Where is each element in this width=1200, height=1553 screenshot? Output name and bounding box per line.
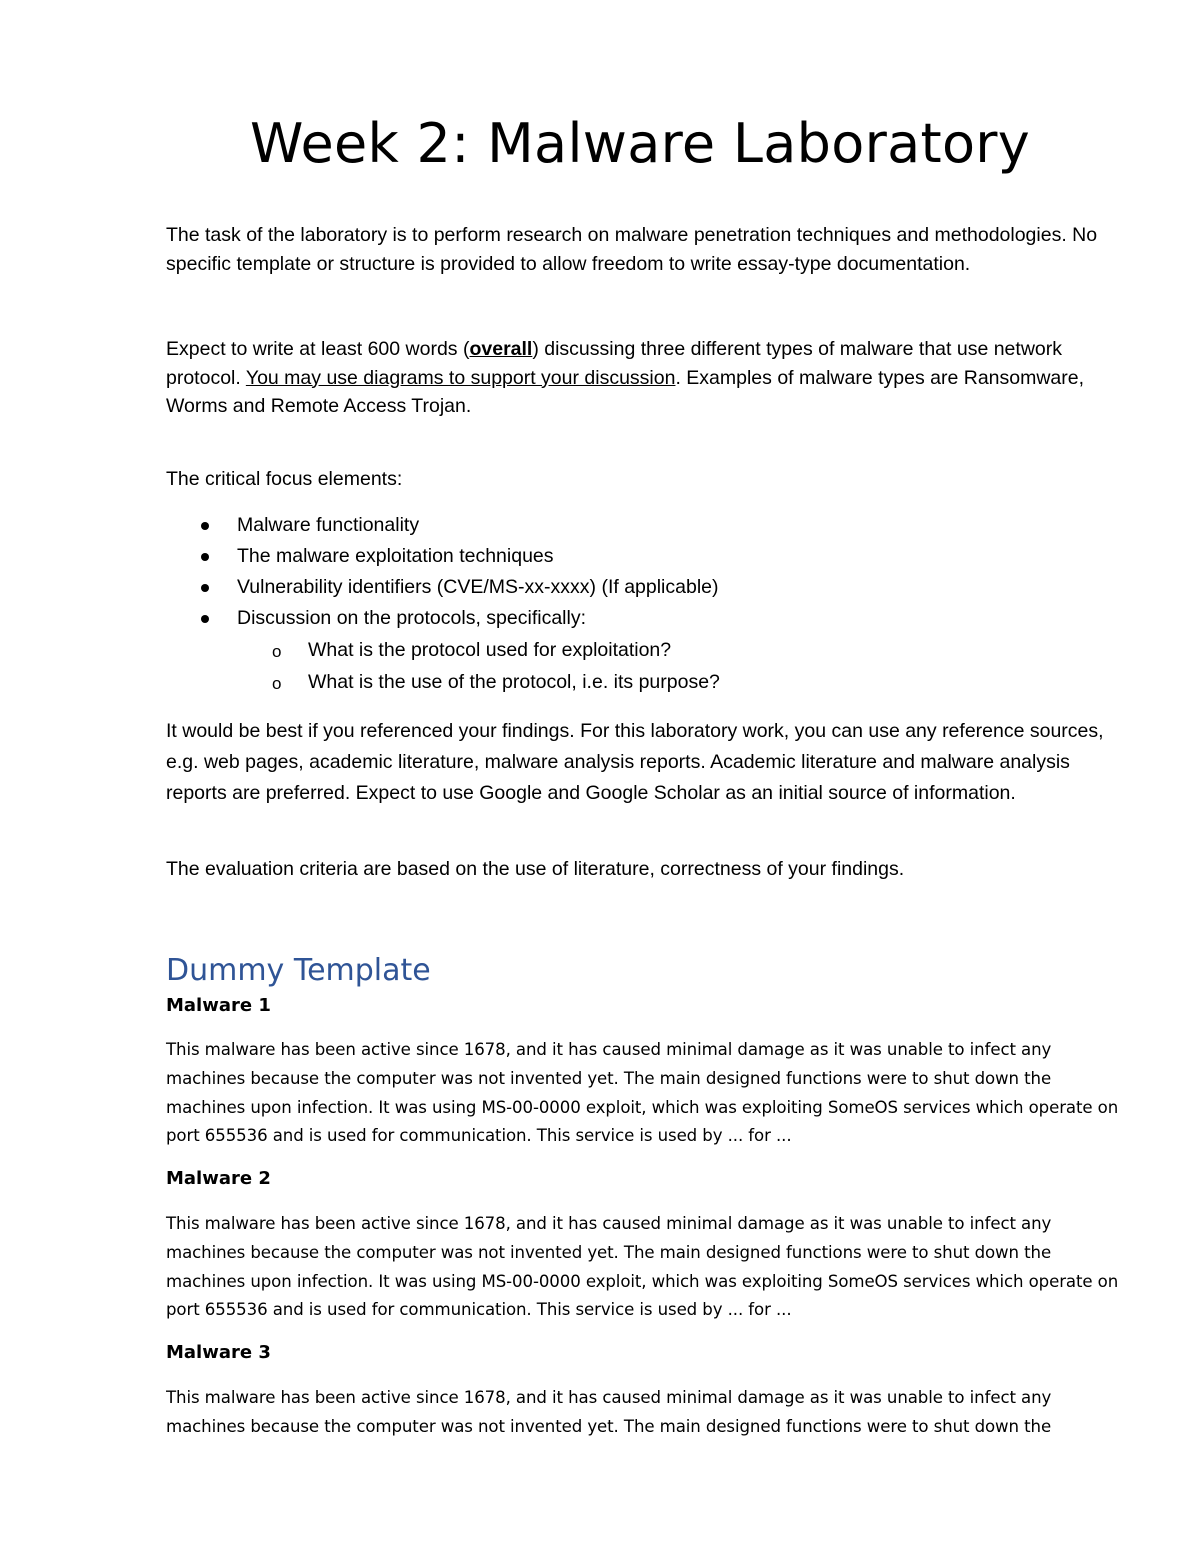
list-item — [166, 572, 1116, 603]
sub-list-item-label: What is the use of the protocol, i.e. its purpose? — [308, 671, 720, 693]
list-item — [166, 603, 1116, 698]
focus-list — [166, 510, 1116, 698]
template-heading: Dummy Template — [166, 953, 431, 988]
page-title: Week 2: Malware Laboratory — [249, 112, 1031, 175]
bullet-icon — [201, 584, 209, 592]
bullet-icon — [201, 615, 209, 623]
overall-emphasis: overall — [469, 338, 533, 360]
malware-3-heading: Malware 3 — [166, 1342, 271, 1363]
bullet-icon — [201, 553, 209, 561]
expect-text-c: . Examples of malware types are Ransomware, Worms and Remote Access Trojan. — [166, 366, 1085, 417]
expect-text-b: ) discussing three different types of malware that use network protocol. — [166, 338, 1062, 389]
focus-heading: The critical focus elements: — [166, 468, 403, 490]
list-item-label: Malware functionality — [237, 514, 420, 536]
circle-bullet-icon: o — [272, 642, 282, 661]
bullet-icon — [201, 522, 209, 530]
references-paragraph: It would be best if you referenced your findings. For this laboratory work, you can use any reference sources, e.g. web pages, academic literature, malware analysis reports. Academic literature and malware analysis reports are preferred. Expect to use Google and Google Scholar as an initial source of information. — [166, 720, 1104, 804]
intro-paragraph: The task of the laboratory is to perform research on malware penetration techniques and methodologies. No specific template or structure is provided to allow freedom to write essay-type documentation. — [166, 224, 1098, 275]
expect-paragraph — [166, 335, 1116, 421]
evaluation-paragraph: The evaluation criteria are based on the use of literature, correctness of your findings. — [166, 858, 905, 880]
malware-1-text: This malware has been active since 1678, and it has caused minimal damage as it was unable to infect any machines because the computer was not invented yet. The main designed functions were to shut down the machines upon infection. It was using MS-00-0000 exploit, which was exploiting SomeOS services which operate on port 655536 and is used for communication. This service is used by ... for ... — [166, 1040, 1119, 1146]
list-item — [166, 541, 1116, 572]
protocol-sublist — [237, 634, 1116, 698]
expect-text-a: Expect to write at least 600 words ( — [166, 338, 470, 360]
list-item — [166, 510, 1116, 541]
malware-2-text: This malware has been active since 1678, and it has caused minimal damage as it was unable to infect any machines because the computer was not invented yet. The main designed functions were to shut down the machines upon infection. It was using MS-00-0000 exploit, which was exploiting SomeOS services which operate on port 655536 and is used for communication. This service is used by ... for ... — [166, 1214, 1119, 1320]
sub-list-item — [166, 634, 1116, 666]
diagrams-note: You may use diagrams to support your discussion — [245, 366, 676, 389]
circle-bullet-icon: o — [272, 674, 282, 693]
malware-3-text: This malware has been active since 1678, and it has caused minimal damage as it was unable to infect any machines because the computer was not invented yet. The main designed functions were to shut down the — [166, 1388, 1052, 1436]
list-item-label: Vulnerability identifiers (CVE/MS-xx-xxxx) (If applicable) — [237, 576, 719, 598]
malware-2-heading: Malware 2 — [166, 1168, 271, 1189]
sub-list-item-label: What is the protocol used for exploitation? — [308, 639, 672, 661]
list-item-label: The malware exploitation techniques — [237, 545, 554, 567]
sub-list-item — [166, 666, 1116, 698]
malware-1-heading: Malware 1 — [166, 995, 271, 1016]
list-item-label: Discussion on the protocols, specifically: — [237, 607, 586, 629]
